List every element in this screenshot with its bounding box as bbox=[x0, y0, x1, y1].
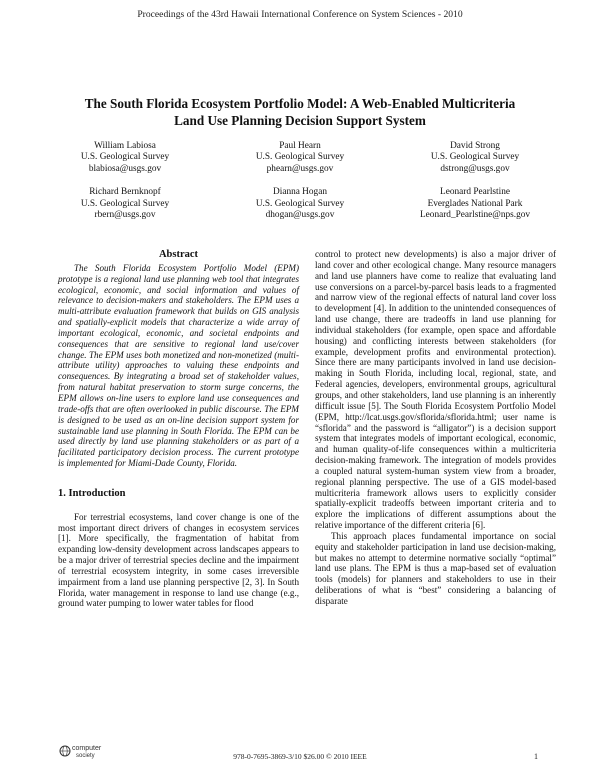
introduction-paragraph-2: This approach places fundamental importance on social equity and stakeholder participation in land use decision-making, but makes no attempt to determine normative socially “optimal” land use plans. The EPM is thus a map-based set of evaluation tools (models) for planners and stakeholders to use in their deliberations of what is “best” considering a balancing of disparate bbox=[315, 530, 556, 606]
title-line-1: The South Florida Ecosystem Portfolio Model: A Web-Enabled Multicriteria bbox=[84, 96, 516, 111]
author-row-1 bbox=[40, 141, 560, 175]
abstract-heading: Abstract bbox=[158, 249, 199, 260]
introduction-heading: 1. Introduction bbox=[58, 487, 126, 499]
introduction-paragraph-1: For terrestrial ecosystems, land cover change is one of the most important direct drivers of changes in ecosystem services [1]. More specifically, the fragmentation of habitat from expanding low-density development across landscapes appears to be a major driver of terrestrial species decline and the impairment of terrestrial ecosystem integrity, in some cases irreversible impairment from a land use planning perspective [2, 3]. In South Florida, water management in response to land use change (e.g., ground water pumping to lower water tables for flood bbox=[58, 511, 299, 609]
paper-title bbox=[40, 95, 560, 129]
author-email: dhogan@usgs.gov bbox=[265, 210, 335, 221]
author-pearlstine bbox=[390, 187, 560, 221]
author-email: rbern@usgs.gov bbox=[94, 210, 156, 221]
author-name: William Labiosa bbox=[94, 141, 156, 151]
introduction-paragraph-1-continued: control to protect new developments) is also a major driver of land cover and other ecological change. Many resource managers and land use planners have come to realize that evaluating land use conversions on a parcel-by-parcel basis leads to a fragmented and narrow view of the regional effects of natural land cover loss to development [4]. In addition to the unintended consequences of land use change, there are tradeoffs in land use planning for individual stakeholders (for example, open space and affordable housing) and conflicting interests between stakeholders (for example, development profits and environmental protection). Since there are many participants involved in land use decision-making in South Florida, including local, regional, state, and Federal agencies, developers, environmental groups, agricultural groups, and other stakeholders, land use planning is an inherently difficult issue [5]. The South Florida Ecosystem Portfolio Model (EPM, http://lcat.usgs.gov/sflorida/sflorida.html; user name is “sflorida” and the password is “alligator”) is a decision support system that integrates models of important ecological, economic, and human quality-of-life consequences within a multicriteria decision-making framework. The integration of models provides a coupled natural system-human system view from a broader, regional planning perspective. The use of a GIS model-based multicriteria framework allows users to explicitly consider spatially-explicit tradeoffs between important criteria and to explore the implications of different assumptions about the relative importance of the different criteria [6]. bbox=[315, 249, 556, 531]
author-email: Leonard_Pearlstine@nps.gov bbox=[419, 210, 531, 221]
author-email: dstrong@usgs.gov bbox=[440, 163, 510, 174]
author-affiliation: Everglades National Park bbox=[427, 198, 523, 209]
logo-text-computer: computer bbox=[72, 745, 102, 752]
author-affiliation: U.S. Geological Survey bbox=[255, 152, 345, 163]
author-labiosa bbox=[40, 141, 210, 175]
author-block bbox=[40, 141, 560, 233]
author-name: Richard Bernknopf bbox=[89, 187, 161, 198]
author-affiliation: U.S. Geological Survey bbox=[430, 152, 520, 163]
author-affiliation: U.S. Geological Survey bbox=[80, 198, 170, 209]
right-column bbox=[315, 249, 556, 607]
left-column bbox=[58, 250, 299, 609]
author-hogan bbox=[215, 187, 385, 221]
logo-text-society: society bbox=[76, 753, 95, 759]
author-affiliation: U.S. Geological Survey bbox=[255, 198, 345, 209]
author-row-2 bbox=[40, 187, 560, 221]
running-head: Proceedings of the 43rd Hawaii International Conference on System Sciences - 2010 bbox=[137, 9, 463, 20]
isbn-footer: 978-0-7695-3869-3/10 $26.00 © 2010 IEEE bbox=[233, 752, 367, 761]
author-bernknopf bbox=[40, 187, 210, 221]
title-line-2: Land Use Planning Decision Support System bbox=[174, 113, 426, 128]
author-name: Leonard Pearlstine bbox=[440, 187, 510, 198]
author-hearn bbox=[215, 141, 385, 175]
abstract-body: The South Florida Ecosystem Portfolio Model (EPM) prototype is a regional land use planning web tool that integrates ecological, economic, and social information and values of relevance to decision-makers and stakeholders. The EPM uses a multi-attribute evaluation framework that builds on GIS analysis and spatially-explicit models that characterize a wide array of important ecological, economic, and societal endpoints and consequences that are sensitive to regional land use/cover change. The EPM uses both monetized and non-monetized (multi-attribute utility) approaches to valuing these endpoints and consequences. By integrating a broad set of stakeholder values, from natural habitat preservation to storm surge concerns, the EPM allows on-line users to explore land use consequences and trade-offs that are often overlooked in public discourse. The EPM is designed to be used as an on-line decision support system for sustainable land use planning in South Florida. The EPM can be used directly by land use planning stakeholders or as part of a facilitated participatory decision process. The current prototype is implemented for Miami-Dade County, Florida. bbox=[58, 262, 299, 469]
author-strong bbox=[390, 141, 560, 175]
author-name: Paul Hearn bbox=[279, 141, 321, 151]
author-name: Dianna Hogan bbox=[273, 187, 327, 198]
author-email: blabiosa@usgs.gov bbox=[88, 163, 162, 174]
page-number: 1 bbox=[534, 752, 538, 761]
author-affiliation: U.S. Geological Survey bbox=[80, 152, 170, 163]
author-name: David Strong bbox=[450, 141, 500, 151]
author-email: phearn@usgs.gov bbox=[266, 163, 334, 174]
